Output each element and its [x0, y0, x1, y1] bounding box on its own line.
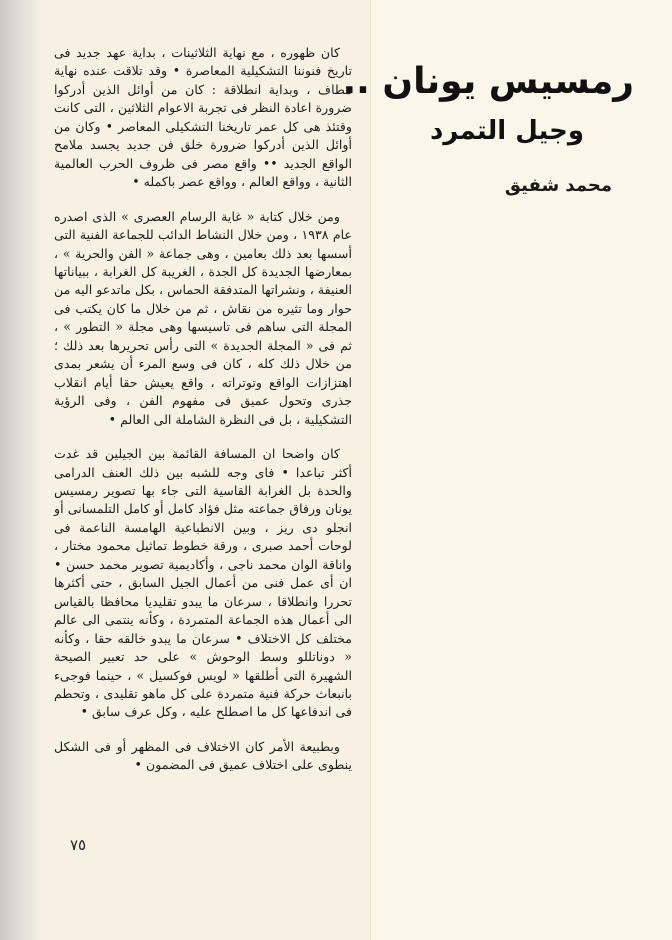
- title-block: [342, 60, 634, 198]
- article-subtitle: وجيل التمرد: [429, 116, 584, 146]
- body-paragraph: كان واضحا ان المسافة القائمة بين الجيلين قد غدت أكثر تباعدا • فاى وجه للشبه بين ذلك العنف الدرامى والحدة بل الغرابة القاسية التى جاء بها تصوير رمسيس يونان ورفاق جماعته مثل فؤاد كامل أو كامل التلمسانى أو انجلو دى ريز ، وبين الانطباعية الهامسة الناعمة فى لوحات أحمد صبرى ، ورقة خطوط تماثيل محمود مختار ، واناقة الوان محمد ناجى ، وأكاديمية تصوير محمد حسن • ان أى عمل فنى من أعمال الجيل السابق ، حتى أكثرها تحررا وانطلاقا ، سرعان ما يبدو تقليديا محافظا بالقياس الى أعمال هذه الجماعة المتمردة ، وكأنه ينتمى الى عالم مختلف كل الاختلاف • سرعان ما يبدو خالقه حقا ، وكأنه « دوناتللو وسط الوحوش » على حد تعبير الصيحة الشهيرة التى أطلقها « لويس فوكسيل » ، حينما فوجىء بانبعاث حركة فنية متمردة على كل ماهو تقليدى ، وتحطم فى اندفاعها كل ما اصطلح عليه ، وكل عرف سابق •: [54, 446, 352, 720]
- body-paragraph: وبطبيعة الأمر كان الاختلاف فى المظهر أو فى الشكل ينطوى على اختلاف عميق فى المضمون •: [54, 738, 352, 773]
- article-title: رمسيس يونان ..: [342, 61, 634, 102]
- body-paragraph: كان ظهوره ، مع نهاية الثلاثينات ، بداية عهد جديد فى تاريخ فنوننا التشكيلية المعاصرة • وقد تلاقت عنده نهاية مطاف ، وبداية انطلاقة : كان من أوائل الذين أدركوا ضرورة اعادة النظر فى تجربة الاعوام الثلاثين ، التى كانت وقتئذ هى كل عمر تاريخنا التشكيلى المعاصر • وكان من أوائل الذين أدركوا ضرورة خلق فن جديد يجسد ملامح الواقع الجديد •• واقع مصر فى ظروف الحرب العالمية الثانية ، وواقع العالم ، وواقع عصر باكمله •: [54, 45, 352, 190]
- scan-edge: [0, 0, 40, 940]
- body-paragraph: ومن خلال كتابة « غاية الرسام العصرى » الذى اصدره عام ١٩٣٨ ، ومن خلال النشاط الدائب للجماعة الفنية التى أسسها بعد ذلك بعامين ، وهى جماعة « الفن والحرية » ، بمعارضها الجديدة كل الجدة ، الغريبة كل الغرابة ، ببياناتها العنيفة ، ونشراتها المتدفقة الحماس ، بكل ماتدعو اليه من حوار وما تثيره من نقاش ، ثم من خلال ما كان يكتب فى المجلة التى ساهم فى تاسيسها وهى مجلة « التطور » ، ثم فى « المجلة الجديدة » التى رأس تحريرها بعد ذلك ؛ من خلال ذلك كله ، كان فى وسع المرء أن يشعر بمدى اهتزازات الواقع وتوتراته ، واقع يعيش حقا أيام انقلاب جذرى وتحول عميق فى مفهوم الفن ، وفى الرؤية التشكيلية ، بل فى النظرة الشاملة الى العالم •: [54, 208, 353, 427]
- article-author: محمد شفيق: [504, 175, 612, 196]
- page-number: ٧٥: [70, 836, 87, 854]
- article-body: [54, 44, 352, 791]
